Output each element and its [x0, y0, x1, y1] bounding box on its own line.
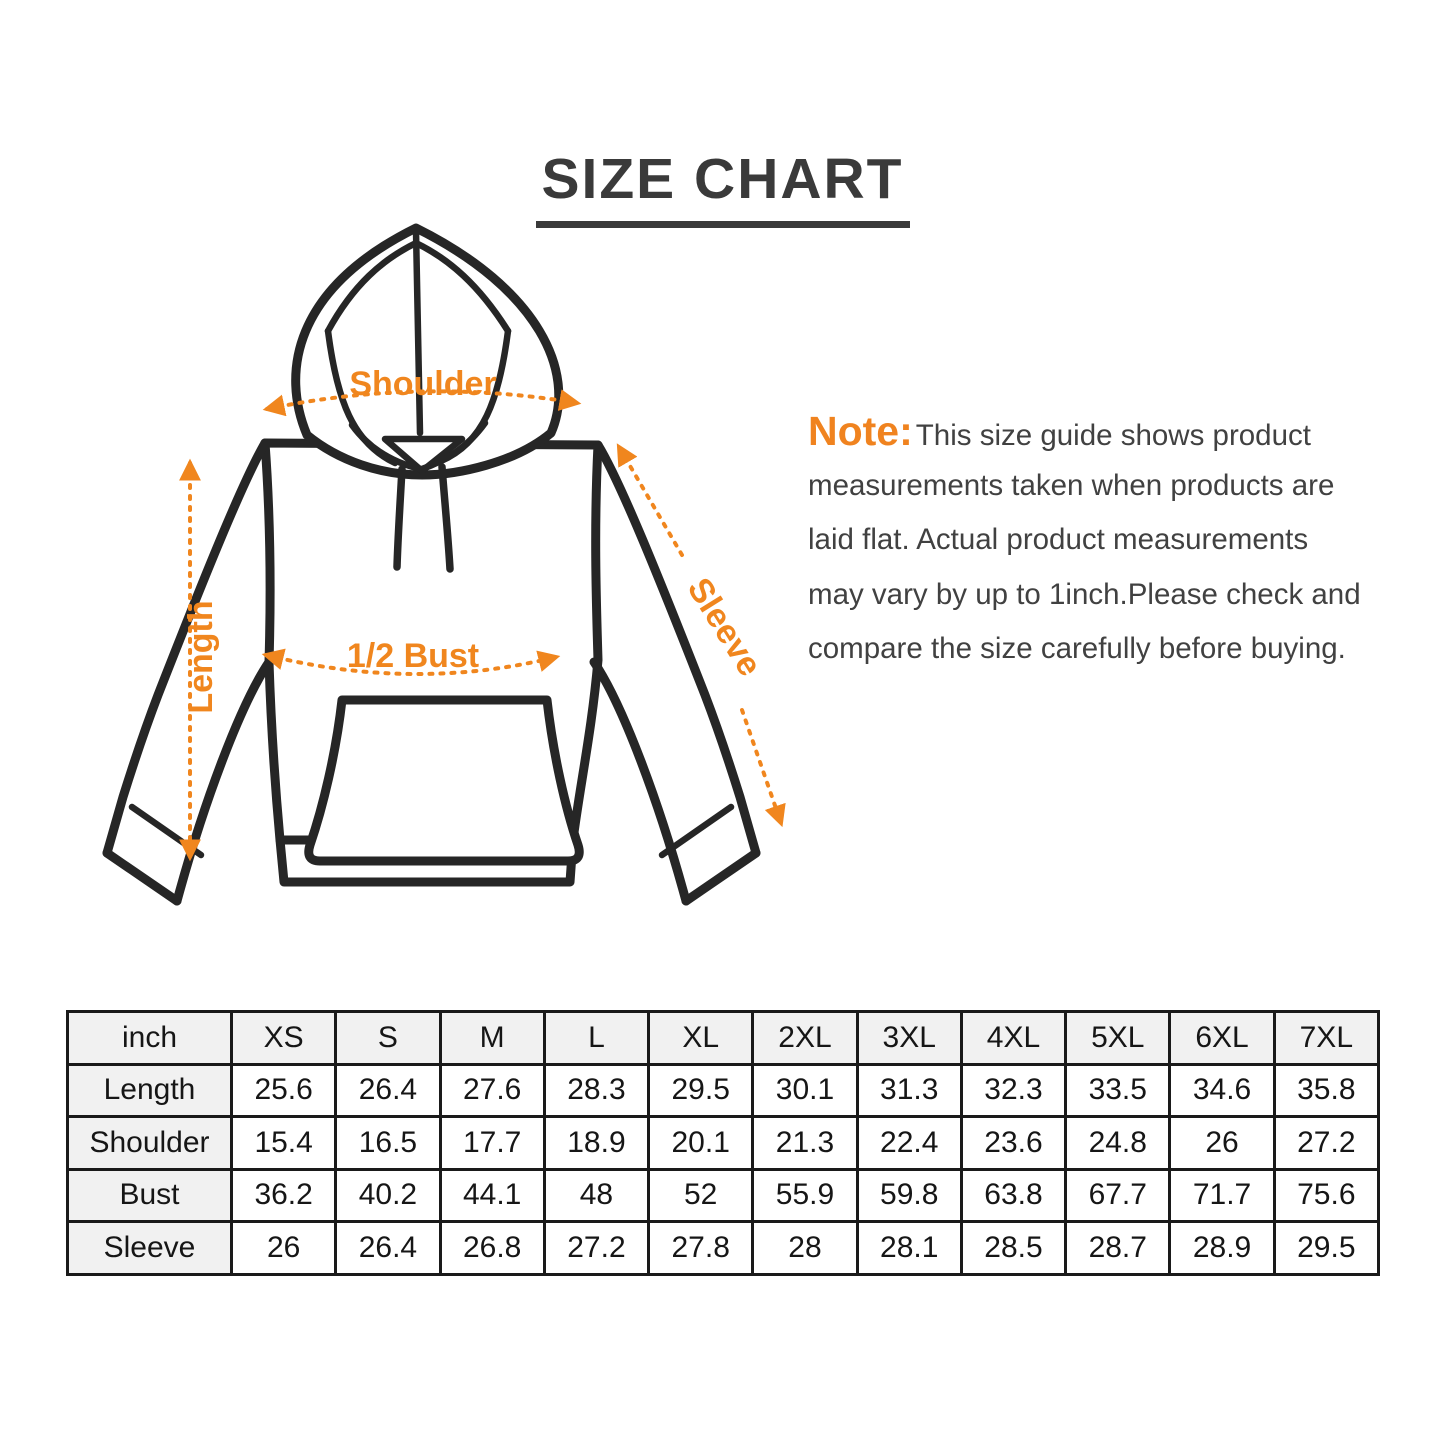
value-cell: 28.5: [961, 1222, 1065, 1275]
hoodie-pocket: [309, 700, 580, 861]
value-cell: 18.9: [544, 1117, 648, 1170]
value-cell: 40.2: [336, 1169, 440, 1222]
size-header-cell: XS: [232, 1012, 336, 1065]
value-cell: 17.7: [440, 1117, 544, 1170]
hoodie-diagram: [85, 205, 815, 935]
page-title: SIZE CHART: [536, 146, 910, 228]
size-header-cell: L: [544, 1012, 648, 1065]
value-cell: 63.8: [961, 1169, 1065, 1222]
table-header-row: [68, 1012, 1379, 1065]
value-cell: 30.1: [753, 1064, 857, 1117]
value-cell: 52: [649, 1169, 753, 1222]
value-cell: 31.3: [857, 1064, 961, 1117]
value-cell: 26.4: [336, 1222, 440, 1275]
bust-label: 1/2 Bust: [346, 637, 480, 675]
note-line: measurements taken when products are: [808, 468, 1335, 502]
value-cell: 16.5: [336, 1117, 440, 1170]
note-line: laid flat. Actual product measurements: [808, 523, 1309, 556]
value-cell: 48: [544, 1169, 648, 1222]
value-cell: 29.5: [1274, 1222, 1378, 1275]
value-cell: 55.9: [753, 1169, 857, 1222]
value-cell: 28.7: [1066, 1222, 1170, 1275]
value-cell: 44.1: [440, 1169, 544, 1222]
value-cell: 75.6: [1274, 1169, 1378, 1222]
value-cell: 29.5: [649, 1064, 753, 1117]
sleeve-label: Sleeve: [679, 571, 769, 683]
value-cell: 33.5: [1066, 1064, 1170, 1117]
value-cell: 28: [753, 1222, 857, 1275]
value-cell: 28.1: [857, 1222, 961, 1275]
drawstring-left: [397, 469, 402, 567]
value-cell: 26: [1170, 1117, 1274, 1170]
value-cell: 26.4: [336, 1064, 440, 1117]
size-header-cell: 7XL: [1274, 1012, 1378, 1065]
note-line: compare the size carefully before buying.: [808, 632, 1346, 665]
value-cell: 20.1: [649, 1117, 753, 1170]
value-cell: 59.8: [857, 1169, 961, 1222]
table-row-bust: [68, 1169, 1379, 1222]
row-label-cell: Length: [68, 1064, 232, 1117]
table-row-sleeve: [68, 1222, 1379, 1275]
value-cell: 26.8: [440, 1222, 544, 1275]
unit-header-cell: inch: [68, 1012, 232, 1065]
value-cell: 28.9: [1170, 1222, 1274, 1275]
value-cell: 23.6: [961, 1117, 1065, 1170]
value-cell: 27.2: [1274, 1117, 1378, 1170]
value-cell: 22.4: [857, 1117, 961, 1170]
note-text: This size guide shows product: [915, 419, 1311, 452]
value-cell: 24.8: [1066, 1117, 1170, 1170]
size-header-cell: 4XL: [961, 1012, 1065, 1065]
value-cell: 27.6: [440, 1064, 544, 1117]
value-cell: 34.6: [1170, 1064, 1274, 1117]
shoulder-label: Shoulder: [349, 365, 497, 403]
value-cell: 27.2: [544, 1222, 648, 1275]
row-label-cell: Sleeve: [68, 1222, 232, 1275]
length-label: Length: [182, 600, 220, 714]
note-line: may vary by up to 1inch.Please check and: [808, 577, 1361, 611]
size-header-cell: 5XL: [1066, 1012, 1170, 1065]
value-cell: 26: [232, 1222, 336, 1275]
value-cell: 36.2: [232, 1169, 336, 1222]
size-header-cell: M: [440, 1012, 544, 1065]
note-block: [808, 404, 1445, 677]
value-cell: 71.7: [1170, 1169, 1274, 1222]
row-label-cell: Shoulder: [68, 1117, 232, 1170]
size-header-cell: S: [336, 1012, 440, 1065]
value-cell: 25.6: [232, 1064, 336, 1117]
length-measure: [182, 463, 220, 857]
value-cell: 15.4: [232, 1117, 336, 1170]
note-label: Note:: [808, 408, 913, 454]
value-cell: 35.8: [1274, 1064, 1378, 1117]
size-header-cell: 2XL: [753, 1012, 857, 1065]
value-cell: 32.3: [961, 1064, 1065, 1117]
value-cell: 27.8: [649, 1222, 753, 1275]
value-cell: 67.7: [1066, 1169, 1170, 1222]
size-table: [66, 1010, 1380, 1276]
table-row-length: [68, 1064, 1379, 1117]
value-cell: 28.3: [544, 1064, 648, 1117]
size-header-cell: 3XL: [857, 1012, 961, 1065]
size-header-cell: 6XL: [1170, 1012, 1274, 1065]
value-cell: 21.3: [753, 1117, 857, 1170]
table-row-shoulder: [68, 1117, 1379, 1170]
row-label-cell: Bust: [68, 1169, 232, 1222]
note-line: [808, 404, 1445, 459]
size-header-cell: XL: [649, 1012, 753, 1065]
